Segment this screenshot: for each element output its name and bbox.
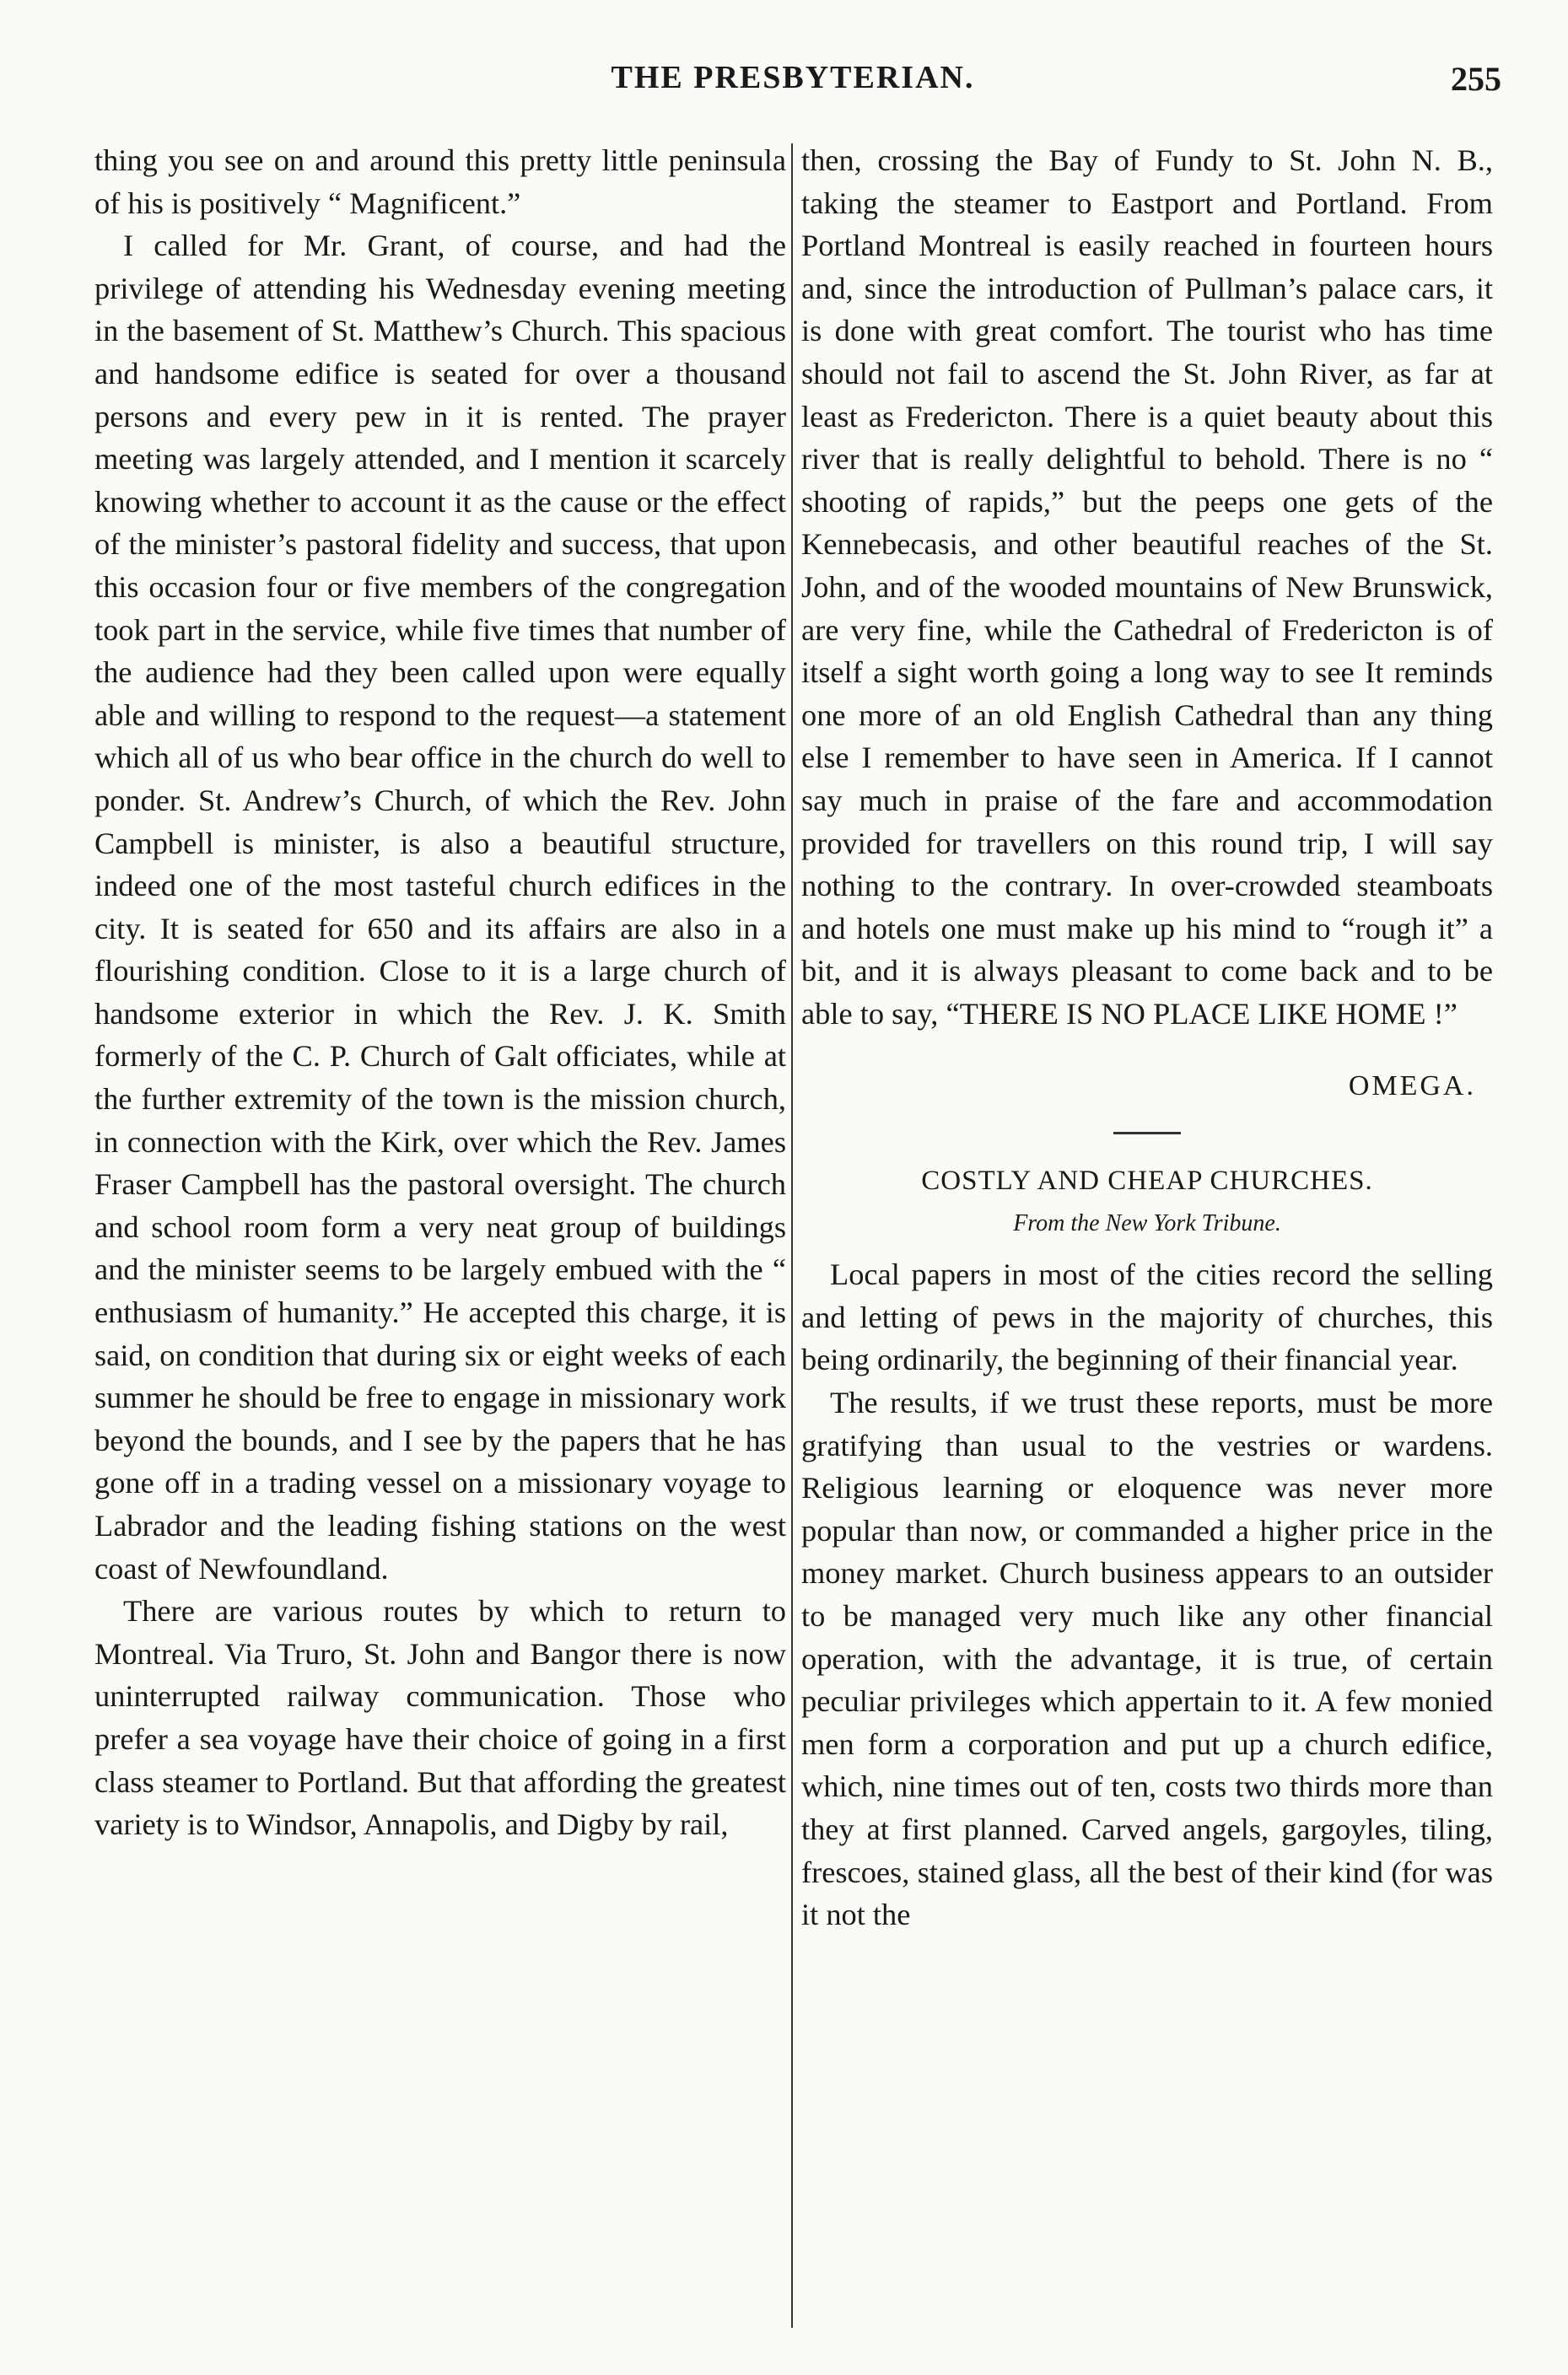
paragraph: I called for Mr. Grant, of course, and had the privilege of attending his Wednesday evening meeting in the basement of St. Matthew’s Church. This spacious and handsome edifice is seated for over a thousand persons and every pew in it is rented. The prayer meeting was largely attended, and I mention it scarcely knowing whether to account it as the cause or the effect of the minister’s pastoral fidelity and success, that upon this occasion four or five members of the congregation took part in the service, while five times that number of the audience had they been called upon were equally able and willing to respond to the request—a statement which all of us who bear office in the church do well to ponder. St. Andrew’s Church, of which the Rev. John Campbell is minister, is also a beautiful structure, indeed one of the most tasteful church edifices in the city. It is seated for 650 and its affairs are also in a flourishing condition. Close to it is a large church of handsome exterior in which the Rev. J. K. Smith formerly of the C. P. Church of Galt officiates, while at the further extremity of the town is the mission church, in connection with the Kirk, over which the Rev. James Fraser Campbell has the pastoral oversight. The church and school room form a very neat group of buildings and the minister seems to be largely embued with the “ enthusiasm of humanity.” He accepted this charge, it is said, on condition that during six or eight weeks of each summer he should be free to engage in missionary work beyond the bounds, and I see by the papers that he has gone off in a trading vessel on a missionary voyage to Labrador and the leading fishing stations on the west coast of Newfoundland. — [94, 229, 786, 1586]
paragraph: Local papers in most of the cities record the selling and letting of pews in the majority of churches, this being ordinarily, the beginning of their financial year. — [801, 1258, 1493, 1377]
running-title: THE PRESBYTERIAN. — [611, 60, 975, 95]
paragraph: There are various routes by which to return to Montreal. Via Truro, St. John and Bangor there is now uninterrupted railway communication. Those who prefer a sea voyage have their choice of going in a first class steamer to Portland. But that affording the greatest variety is to Windsor, Annapolis, and Digby by rail, — [94, 1594, 786, 1842]
left-column — [94, 139, 786, 1846]
paragraph: thing you see on and around this pretty little peninsula of his is positively “ Magnificent.” — [94, 143, 786, 220]
article-title: COSTLY AND CHEAP CHURCHES. — [921, 1166, 1373, 1197]
column-divider — [791, 143, 793, 2328]
paragraph: then, crossing the Bay of Fundy to St. John N. B., taking the steamer to Eastport and Portland. From Portland Montreal is easily reached in fourteen hours and, since the introduction of Pullman’s palace cars, it is done with great comfort. The tourist who has time should not fail to ascend the St. John River, as far at least as Fredericton. There is a quiet beauty about this river that is really delightful to behold. There is no “ shooting of rapids,” but the peeps one gets of the Kennebecasis, and other beautiful reaches of the St. John, and of the wooded mountains of New Brunswick, are very fine, while the Cathedral of Fredericton is of itself a sight worth going a long way to see It reminds one more of an old English Cathedral than any thing else I remember to have seen in America. If I cannot say much in praise of the fare and accommodation provided for travellers on this round trip, I will say nothing to the contrary. In over-crowded steamboats and hotels one must make up his mind to “rough it” a bit, and it is always pleasant to come back and to be able to say, “THERE IS NO PLACE LIKE HOME !” — [801, 143, 1493, 1031]
section-divider — [1113, 1132, 1181, 1134]
page-header — [84, 59, 1501, 118]
signature: OMEGA. — [1348, 1070, 1476, 1102]
paragraph: The results, if we trust these reports, must be more gratifying than usual to the vestries or wardens. Religious learning or eloquence was never more popular than now, or commanded a higher price in the money market. Church business appears to an outsider to be managed very much like any other financial operation, with the advantage, it is true, of certain peculiar privileges which appertain to it. A few monied men form a corporation and put up a church edifice, which, nine times out of ten, costs two thirds more than they at first planned. Carved angels, gargoyles, tiling, frescoes, stained glass, all the best of their kind (for was it not the — [801, 1386, 1493, 1932]
page-number: 255 — [1451, 60, 1501, 98]
article-source: From the New York Tribune. — [1013, 1209, 1281, 1236]
right-column — [801, 139, 1493, 1936]
